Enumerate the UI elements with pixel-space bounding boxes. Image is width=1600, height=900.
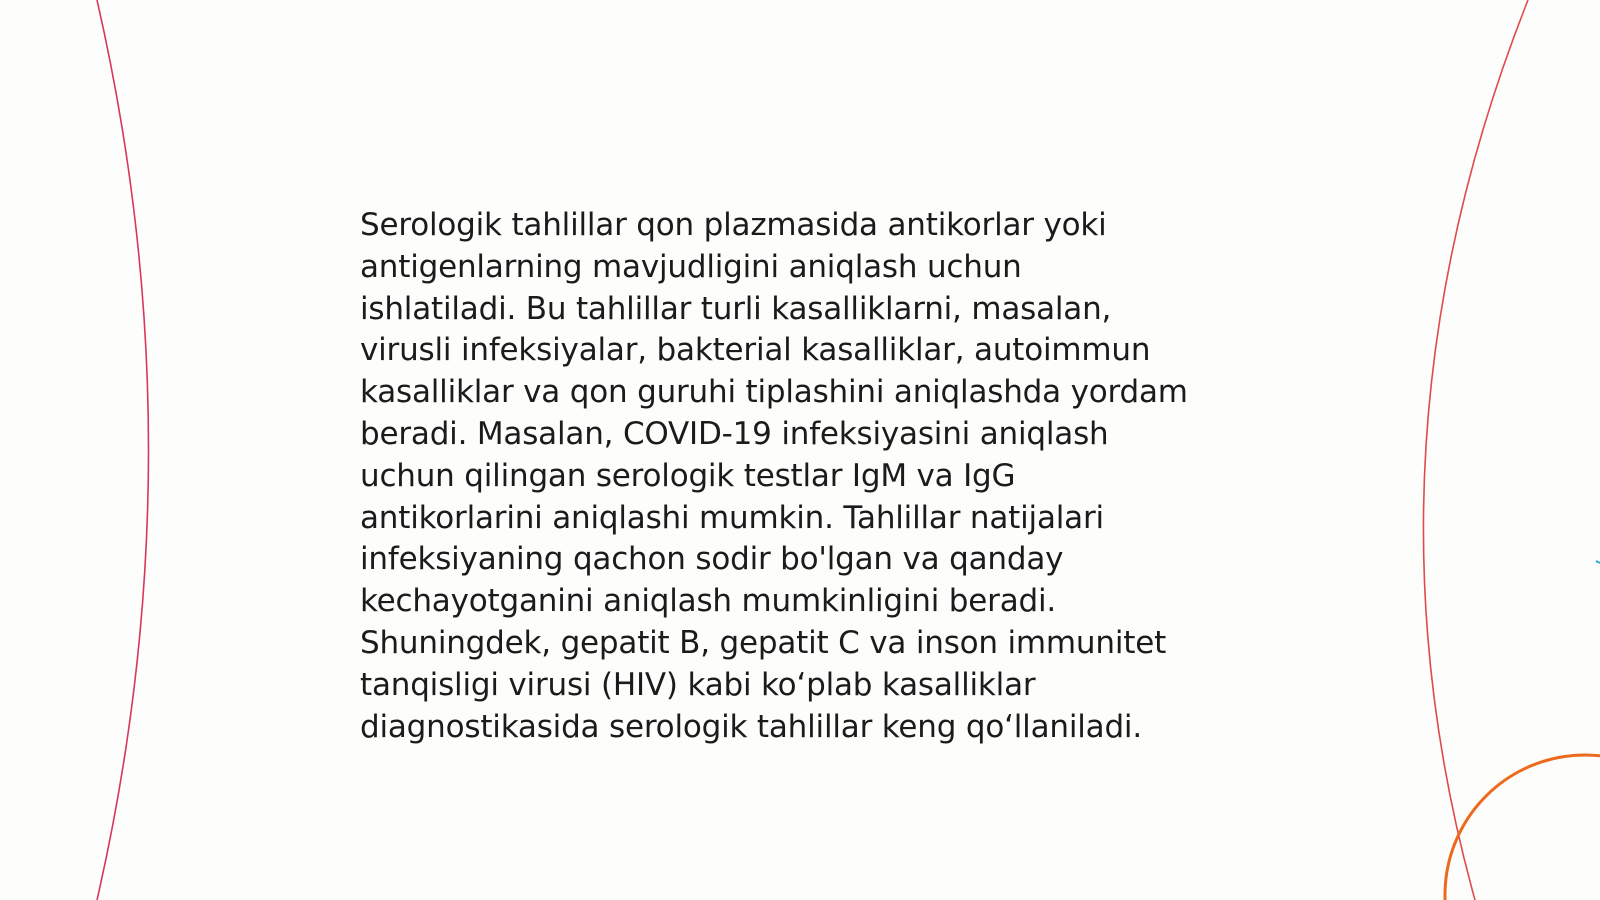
paragraph-line: uchun qilingan serologik testlar IgM va IgG bbox=[360, 457, 1016, 494]
paragraph-line: antikorlarini aniqlashi mumkin. Tahlillar natijalari bbox=[360, 499, 1104, 536]
right-decorative-arc bbox=[1423, 0, 1528, 900]
paragraph-line: ishlatiladi. Bu tahlillar turli kasalliklarni, masalan, bbox=[360, 290, 1112, 327]
orange-decorative-circle bbox=[1445, 755, 1600, 900]
paragraph-line: Serologik tahlillar qon plazmasida antikorlar yoki bbox=[360, 207, 1107, 243]
paragraph-line: Shuningdek, gepatit B, gepatit C va inson immunitet bbox=[360, 624, 1167, 661]
body-paragraph bbox=[360, 205, 1260, 748]
paragraph-line: infeksiyaning qachon sodir bo'lgan va qanday bbox=[360, 541, 1064, 578]
cyan-accent-mark bbox=[1596, 561, 1600, 563]
paragraph-line: beradi. Masalan, COVID-19 infeksiyasini aniqlash bbox=[360, 415, 1109, 452]
paragraph-line: diagnostikasida serologik tahlillar keng qo‘llaniladi. bbox=[360, 708, 1143, 745]
paragraph-line: kasalliklar va qon guruhi tiplashini aniqlashda yordam bbox=[360, 374, 1188, 411]
paragraph-line: kechayotganini aniqlash mumkinligini beradi. bbox=[360, 583, 1057, 620]
left-decorative-arc bbox=[97, 0, 149, 900]
paragraph-line: antigenlarning mavjudligini aniqlash uchun bbox=[360, 248, 1022, 285]
paragraph-line: virusli infeksiyalar, bakterial kasalliklar, autoimmun bbox=[360, 332, 1151, 369]
paragraph-line: tanqisligi virusi (HIV) kabi ko‘plab kasalliklar bbox=[360, 666, 1036, 703]
